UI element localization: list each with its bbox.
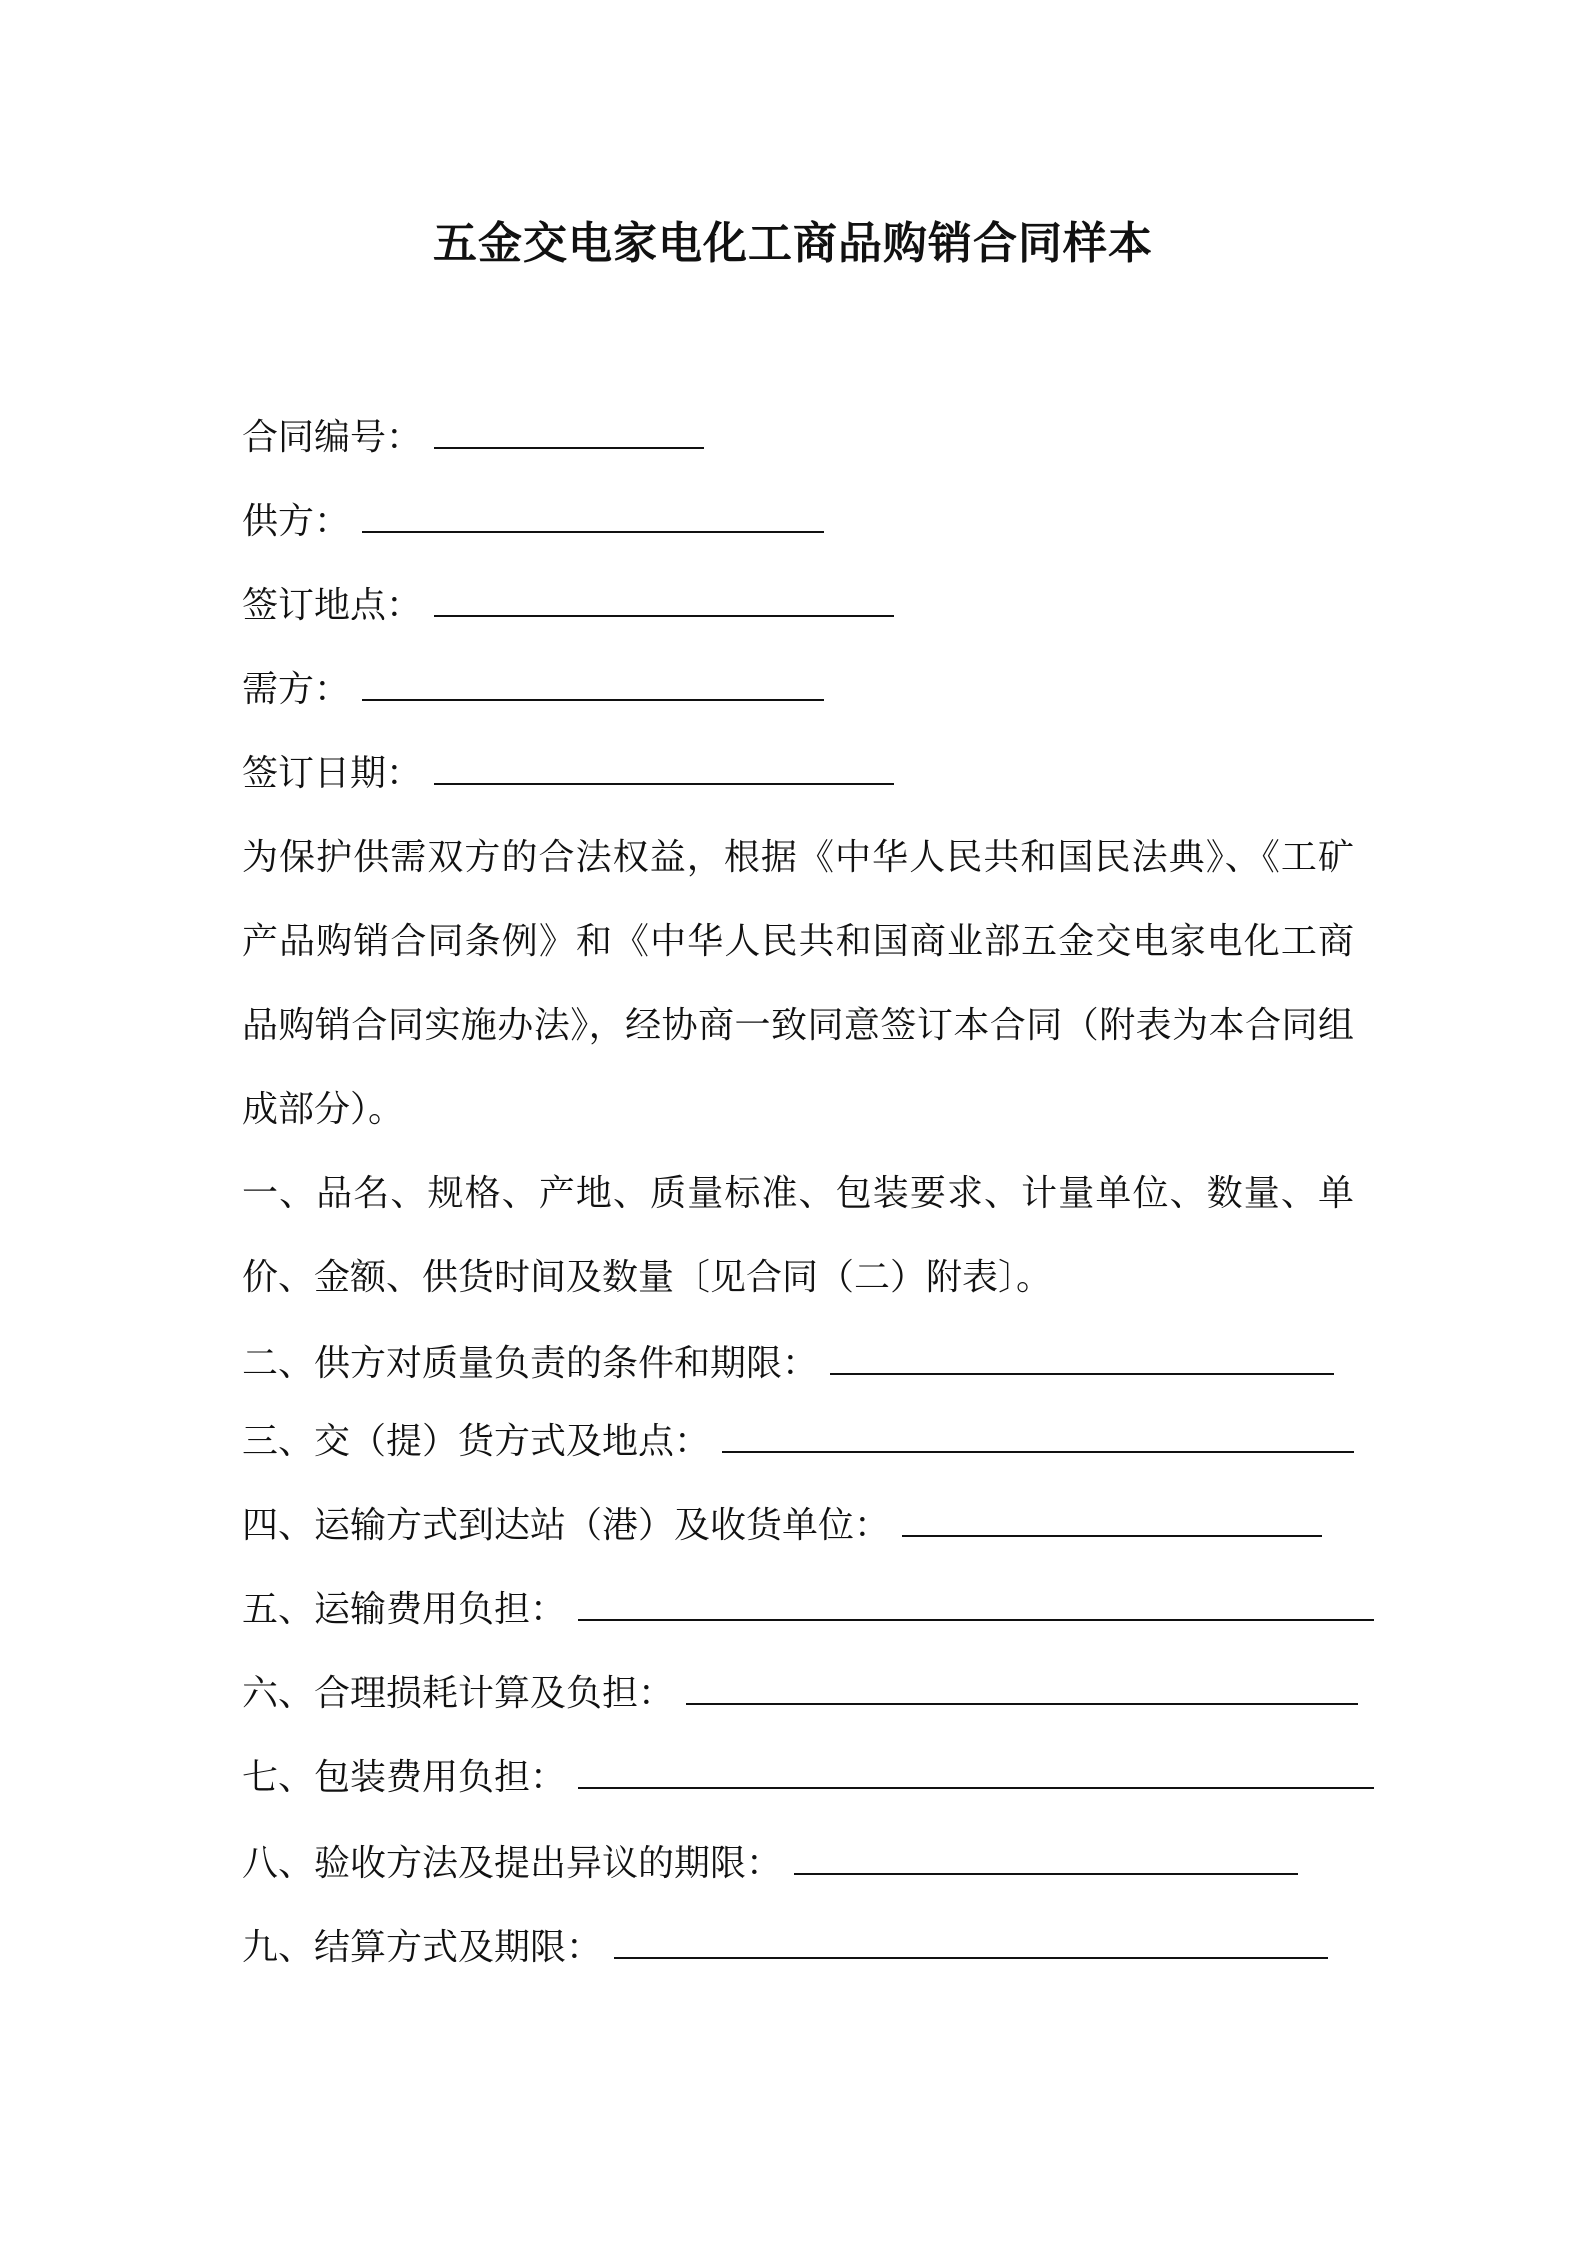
document-title: 五金交电家电化工商品购销合同样本 bbox=[433, 218, 1153, 269]
clause-label: 四、运输方式到达站（港）及收货单位： bbox=[242, 1505, 891, 1546]
clause-8 bbox=[242, 1840, 1298, 1888]
field-label: 需方： bbox=[242, 669, 351, 710]
preamble-paragraph: 为保护供需双方的合法权益，根据《中华人民共和国民法典》、《工矿产品购销合同条例》和《中华人民共和国商业部五金交电家电化工商品购销合同实施办法》，经协商一致同意签订本合同（附表为本合同组成部分）。 bbox=[242, 837, 1354, 1130]
clause-4 bbox=[242, 1502, 1322, 1550]
clause-6-blank[interactable] bbox=[686, 1673, 1358, 1705]
clause-5 bbox=[242, 1586, 1374, 1634]
clause-5-blank[interactable] bbox=[578, 1589, 1374, 1621]
contract-number-blank[interactable] bbox=[434, 417, 704, 449]
clause-7 bbox=[242, 1754, 1374, 1802]
clause-2-blank[interactable] bbox=[830, 1343, 1334, 1375]
clause-label: 三、交（提）货方式及地点： bbox=[242, 1421, 711, 1462]
field-buyer bbox=[242, 666, 824, 714]
signing-place-blank[interactable] bbox=[434, 585, 894, 617]
field-label: 签订日期： bbox=[242, 753, 423, 794]
clause-8-blank[interactable] bbox=[794, 1843, 1298, 1875]
buyer-blank[interactable] bbox=[362, 669, 824, 701]
clause-label: 二、供方对质量负责的条件和期限： bbox=[242, 1343, 819, 1384]
field-label: 合同编号： bbox=[242, 417, 423, 458]
clause-7-blank[interactable] bbox=[578, 1757, 1374, 1789]
field-contract-number bbox=[242, 414, 704, 462]
supplier-blank[interactable] bbox=[362, 501, 824, 533]
clause-3-blank[interactable] bbox=[722, 1421, 1354, 1453]
clause-9 bbox=[242, 1924, 1328, 1972]
clause-label: 八、验收方法及提出异议的期限： bbox=[242, 1843, 783, 1884]
clause-6 bbox=[242, 1670, 1358, 1718]
clause-9-blank[interactable] bbox=[614, 1927, 1328, 1959]
clause-1-paragraph: 一、品名、规格、产地、质量标准、包装要求、计量单位、数量、单价、金额、供货时间及数量〔见合同（二）附表〕。 bbox=[242, 1173, 1354, 1298]
field-supplier bbox=[242, 498, 824, 546]
field-label: 供方： bbox=[242, 501, 351, 542]
clause-2 bbox=[242, 1340, 1334, 1388]
clause-3 bbox=[242, 1418, 1354, 1466]
field-signing-date bbox=[242, 750, 894, 798]
clause-4-blank[interactable] bbox=[902, 1505, 1322, 1537]
field-label: 签订地点： bbox=[242, 585, 423, 626]
signing-date-blank[interactable] bbox=[434, 753, 894, 785]
field-signing-place bbox=[242, 582, 894, 630]
clause-label: 六、合理损耗计算及负担： bbox=[242, 1673, 675, 1714]
clause-label: 七、包装费用负担： bbox=[242, 1757, 567, 1798]
clause-label: 五、运输费用负担： bbox=[242, 1589, 567, 1630]
clause-label: 九、结算方式及期限： bbox=[242, 1927, 603, 1968]
